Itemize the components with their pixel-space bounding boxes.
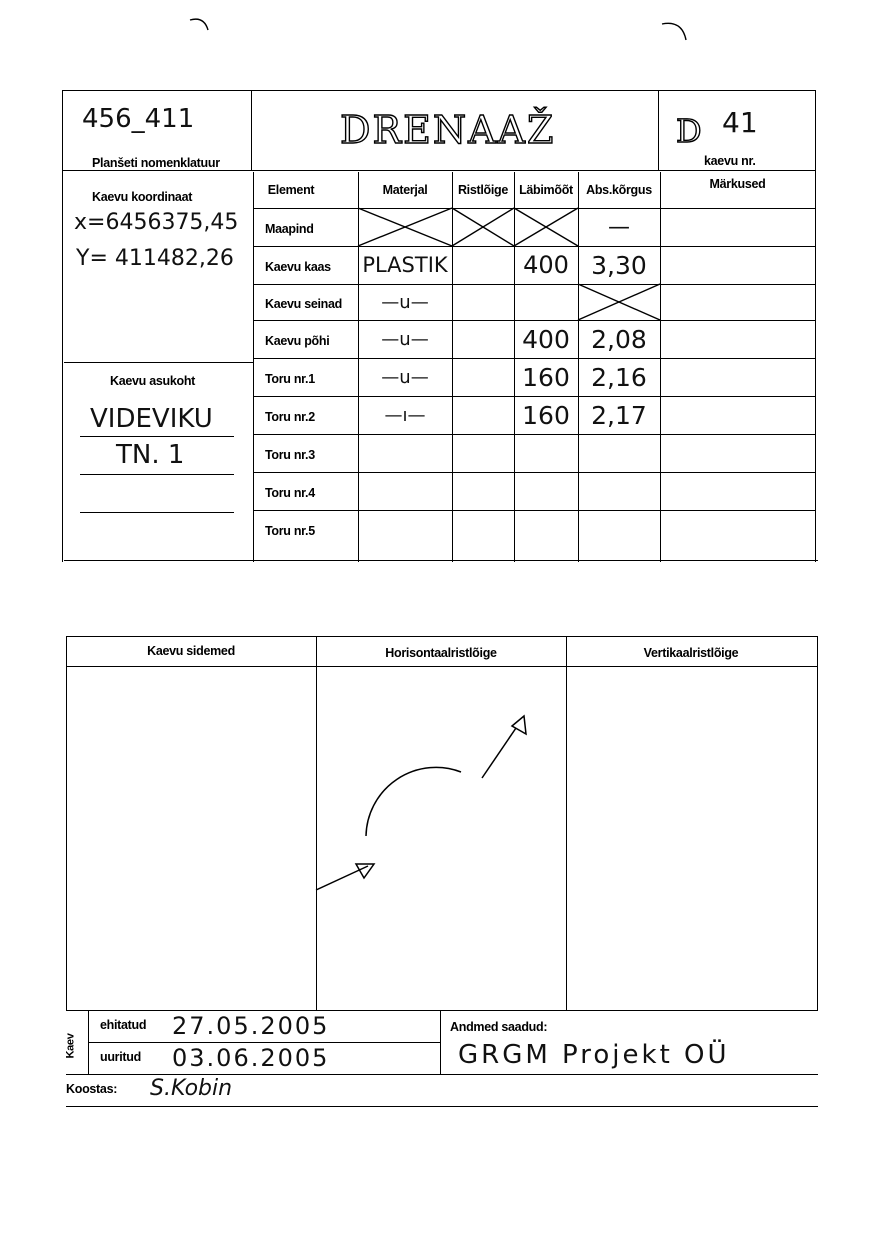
section-label-connections: Kaevu sidemed [147,644,235,658]
row-element-label: Toru nr.5 [265,524,315,538]
abs-height-value: 2,08 [591,324,647,354]
nomenclature-label: Planšeti nomenklatuur [92,156,220,170]
compiled-value: S.Kobin [150,1076,233,1101]
diameter-value: 160 [522,400,570,430]
material-value: —u— [381,366,429,388]
diameter-value: 400 [522,324,570,354]
material-value: PLASTIK [362,253,448,277]
column-header-section: Ristlõige [457,183,509,197]
data-source-label: Andmed saadud: [450,1020,548,1034]
abs-height-value: 3,30 [591,250,647,280]
coordinate-y: Y= 411482,26 [76,246,234,271]
material-value: —u— [381,291,429,313]
abs-height-value: — [608,214,630,240]
row-element-label: Kaevu kaas [265,260,331,274]
cross-mark [358,208,452,246]
location-label: Kaevu asukoht [110,374,196,388]
built-date: 27.05.2005 [172,1012,330,1040]
punch-hole-right [660,20,690,50]
horizontal-section-sketch [316,666,566,1010]
column-header-element: Element [267,183,315,197]
row-element-label: Toru nr.1 [265,372,315,386]
material-value: —u— [381,328,429,350]
row-element-label: Kaevu põhi [265,334,330,348]
well-number-label: kaevu nr. [704,154,756,168]
coordinates-label: Kaevu koordinaat [92,190,193,204]
section-label-vertical: Vertikaalristlõige [643,646,739,660]
surveyed-label: uuritud [100,1050,141,1064]
well-prefix: D [676,112,704,150]
section-label-horizontal: Horisontaalristlõige [385,646,497,660]
location-line2: TN. 1 [116,440,185,470]
cross-mark [452,208,514,246]
nomenclature-value: 456_411 [82,104,195,134]
column-header-diameter: Läbimõõt [519,183,573,197]
well-number: 41 [722,106,758,139]
data-source-value: GRGM Projekt OÜ [458,1040,730,1070]
diameter-value: 400 [523,251,569,279]
side-label-well: Kaev [64,1033,77,1059]
abs-height-value: 2,17 [591,400,647,430]
coordinate-x: x=6456375,45 [74,210,239,235]
cross-mark [578,284,660,320]
diameter-value: 160 [522,362,570,392]
row-element-label: Toru nr.4 [265,486,315,500]
row-element-label: Kaevu seinad [265,297,342,311]
row-element-label: Maapind [265,222,314,236]
surveyed-date: 03.06.2005 [172,1044,330,1072]
column-header-material: Materjal [382,183,428,197]
row-element-label: Toru nr.2 [265,410,315,424]
column-header-abs-height: Abs.kõrgus [586,183,652,197]
row-element-label: Toru nr.3 [265,448,315,462]
page-title: DRENAAŽ [340,108,556,152]
built-label: ehitatud [100,1018,147,1032]
cross-mark [514,208,578,246]
location-line1: VIDEVIKU [90,404,213,434]
abs-height-value: 2,16 [591,362,647,392]
compiled-label: Koostas: [66,1082,118,1096]
column-header-notes: Märkused [709,177,766,191]
punch-hole-left [188,16,218,46]
material-value: —ı— [384,404,426,426]
